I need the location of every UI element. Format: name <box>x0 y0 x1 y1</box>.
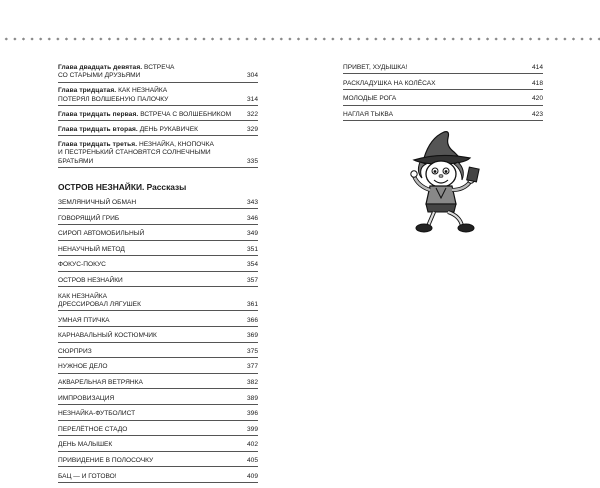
page-number: 414 <box>531 64 543 71</box>
story-title: ЗЕМЛЯНИЧНЫЙ ОБМАН <box>58 199 137 207</box>
page-number: 335 <box>246 157 258 165</box>
page-number: 409 <box>246 472 258 480</box>
page-number: 354 <box>246 261 258 269</box>
chapter-title-line2: И ПЕСТРЕНЬКИЙ СТАНОВЯТСЯ СОЛНЕЧНЫМИ БРАТЬЯМИ <box>58 149 211 165</box>
story-title: ПРИВИДЕНИЕ В ПОЛОСОЧКУ <box>58 456 154 464</box>
toc-entry[interactable] <box>58 457 258 467</box>
toc-entry[interactable] <box>58 199 258 209</box>
story-title: ГОВОРЯЩИЙ ГРИБ <box>58 214 120 222</box>
left-column <box>58 64 258 488</box>
story-title: РАСКЛАДУШКА НА КОЛЁСАХ <box>343 79 436 87</box>
toc-entry[interactable] <box>343 95 543 105</box>
chapter-number: Глава тридцать третья. <box>58 140 138 148</box>
story-title: ИМПРОВИЗАЦИЯ <box>58 394 115 402</box>
page-number: 423 <box>531 110 543 118</box>
story-list <box>58 199 258 483</box>
toc-entry[interactable] <box>343 80 543 90</box>
story-title: НУЖНОЕ ДЕЛО <box>58 363 108 371</box>
toc-entry[interactable] <box>58 410 258 420</box>
chapter-title: ВСТРЕЧА С ВОЛШЕБНИКОМ <box>140 110 232 118</box>
chapter-title: ВСТРЕЧА <box>144 64 175 71</box>
chapter-number: Глава тридцатая. <box>58 87 117 95</box>
story-title: НЕНАУЧНЫЙ МЕТОД <box>58 245 125 253</box>
story-title: АКВАРЕЛЬНАЯ ВЕТРЯНКА <box>58 378 143 386</box>
toc-entry[interactable] <box>58 317 258 327</box>
section-heading: ОСТРОВ НЕЗНАЙКИ. Рассказы <box>58 182 187 193</box>
story-title: ПРИВЕТ, ХУДЫШКА! <box>343 64 408 71</box>
page-number: 366 <box>246 316 258 324</box>
toc-entry[interactable] <box>58 64 258 83</box>
page-number: 357 <box>246 277 258 284</box>
story-title: КАК НЕЗНАЙКА <box>58 292 108 300</box>
story-title: МОЛОДЫЕ РОГА <box>343 95 397 103</box>
page-number: 349 <box>246 230 258 238</box>
toc-entry[interactable] <box>58 441 258 451</box>
chapter-title: ДЕНЬ РУКАВИЧЕК <box>139 125 198 133</box>
chapter-list <box>58 64 258 168</box>
page-number: 399 <box>246 425 258 433</box>
story-list-continued <box>343 64 543 121</box>
story-title: ПЕРЕЛЁТНОЕ СТАДО <box>58 425 128 433</box>
right-column <box>343 64 543 126</box>
toc-entry[interactable] <box>58 111 258 121</box>
chapter-number: Глава тридцать вторая. <box>58 125 138 133</box>
toc-entry[interactable] <box>58 426 258 436</box>
page-number: 369 <box>246 332 258 340</box>
page-number: 405 <box>246 456 258 464</box>
chapter-title: НЕЗНАЙКА, КНОПОЧКА <box>139 140 214 148</box>
page-number: 329 <box>246 125 258 133</box>
toc-entry[interactable] <box>58 261 258 271</box>
toc-entry[interactable] <box>58 141 258 168</box>
dotted-border <box>0 36 600 42</box>
chapter-title-line2: СО СТАРЫМИ ДРУЗЬЯМИ <box>58 72 141 80</box>
page-number: 420 <box>531 95 543 103</box>
story-title: СЮРПРИЗ <box>58 347 92 355</box>
page-number: 375 <box>246 347 258 355</box>
story-title: УМНАЯ ПТИЧКА <box>58 316 110 324</box>
toc-entry[interactable] <box>343 64 543 74</box>
story-title: ФОКУС-ПОКУС <box>58 261 106 269</box>
story-title-line2: ДРЕССИРОВАЛ ЛЯГУШЕК <box>58 301 141 308</box>
page-number: 377 <box>246 363 258 371</box>
story-title: ДЕНЬ МАЛЫШЕК <box>58 441 113 449</box>
toc-entry[interactable] <box>58 473 258 483</box>
page-number: 343 <box>246 199 258 207</box>
toc-entry[interactable] <box>58 332 258 342</box>
page-number: 361 <box>246 301 258 308</box>
toc-entry[interactable] <box>343 111 543 121</box>
story-title: НЕЗНАЙКА-ФУТБОЛИСТ <box>58 410 136 418</box>
page-number: 351 <box>246 245 258 253</box>
page-number: 322 <box>246 110 258 118</box>
page-number: 304 <box>246 72 258 80</box>
story-title: СИРОП АВТОМОБИЛЬНЫЙ <box>58 230 145 238</box>
page-number: 314 <box>246 95 258 103</box>
page-number: 396 <box>246 410 258 418</box>
toc-entry[interactable] <box>58 277 258 287</box>
toc-entry[interactable] <box>58 126 258 136</box>
toc-entry[interactable] <box>58 379 258 389</box>
chapter-title-line2: ПОТЕРЯЛ ВОЛШЕБНУЮ ПАЛОЧКУ <box>58 95 169 103</box>
chapter-title: КАК НЕЗНАЙКА <box>118 87 168 95</box>
toc-entry[interactable] <box>58 215 258 225</box>
story-title: БАЦ — И ГОТОВО! <box>58 472 117 480</box>
toc-entry[interactable] <box>58 230 258 240</box>
wizard-character-illustration <box>404 128 488 236</box>
toc-entry[interactable] <box>58 293 258 312</box>
page-number: 418 <box>531 79 543 87</box>
story-title: ОСТРОВ НЕЗНАЙКИ <box>58 277 123 284</box>
page-number: 389 <box>246 394 258 402</box>
chapter-number: Глава тридцать первая. <box>58 110 139 118</box>
toc-entry[interactable] <box>58 246 258 256</box>
page-number: 402 <box>246 441 258 449</box>
page-number: 346 <box>246 214 258 222</box>
toc-entry[interactable] <box>58 363 258 373</box>
toc-entry[interactable] <box>58 395 258 405</box>
toc-entry[interactable] <box>58 87 258 106</box>
story-title: КАРНАВАЛЬНЫЙ КОСТЮМЧИК <box>58 332 157 340</box>
story-title: НАГЛАЯ ТЫКВА <box>343 110 393 118</box>
page-number: 382 <box>246 378 258 386</box>
chapter-number: Глава двадцать девятая. <box>58 64 143 71</box>
toc-entry[interactable] <box>58 348 258 358</box>
